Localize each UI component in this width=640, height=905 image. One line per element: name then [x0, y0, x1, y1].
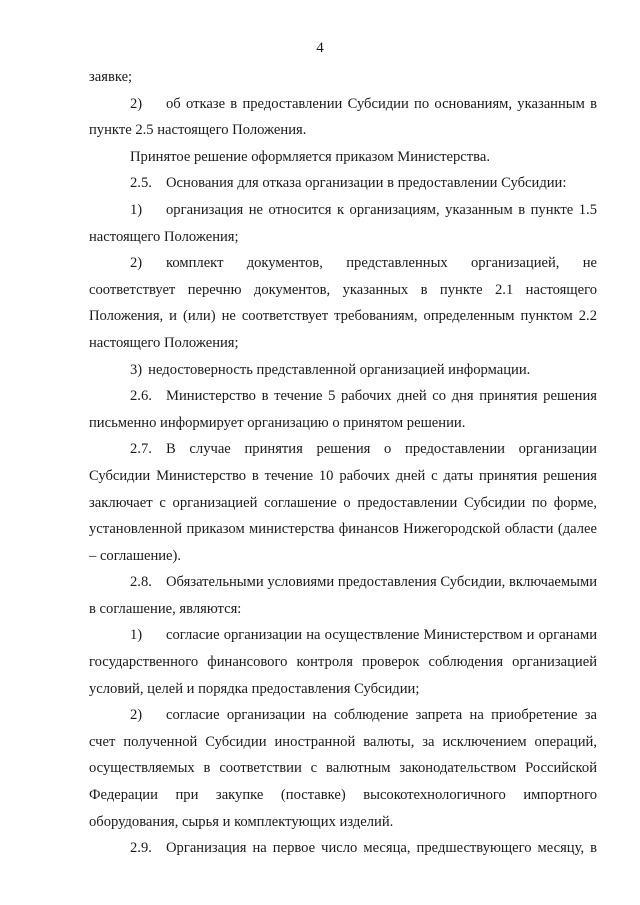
paragraph-text: заявке;	[89, 69, 133, 85]
item-number: 1)	[130, 627, 143, 644]
list-item	[89, 702, 597, 835]
paragraph-text: Организация на первое число месяца, предшествующего месяцу, в	[166, 840, 597, 857]
paragraph-text: комплект документов, представленных организацией, не соответствует перечню документов, указанных в пункте 2.1 настоящего Положения, и (или) не соответствует требованиям, определенным пунктом 2.2 настоящего Положения;	[89, 255, 597, 351]
section-heading	[89, 170, 597, 197]
item-number: 2.5.	[130, 175, 152, 192]
paragraph-text: Обязательными условиями предоставления Субсидии, включаемыми в соглашение, являются:	[89, 574, 597, 617]
item-number: 1)	[130, 201, 143, 218]
paragraph-text: недостоверность представленной организацией информации.	[148, 361, 531, 378]
section-paragraph	[89, 569, 597, 622]
page-number: 4	[316, 40, 324, 56]
paragraph-text: Основания для отказа организации в предоставлении Субсидии:	[166, 175, 567, 192]
paragraph-text: организация не относится к организациям, указанным в пункте 1.5 настоящего Положения;	[89, 201, 597, 245]
list-item	[89, 250, 597, 356]
paragraph	[89, 144, 597, 171]
paragraph-text: Принятое решение оформляется приказом Министерства.	[130, 148, 490, 165]
item-number: 2.7.	[130, 441, 152, 458]
item-number: 2)	[130, 255, 143, 272]
item-number: 2)	[130, 95, 143, 112]
paragraph-text: согласие организации на осуществление Министерством и органами государственного финансового контроля проверок соблюдения организацией условий, целей и порядка предоставления Субсидии;	[89, 627, 597, 697]
list-item	[89, 357, 597, 384]
list-item	[89, 91, 597, 144]
paragraph-text: В случае принятия решения о предоставлении организации Субсидии Министерство в течение 10 рабочих дней с даты принятия решения заключает с организацией соглашение о предоставлении Субсидии по форме, установленной приказом министерства финансов Нижегородской области (далее – соглашение).	[89, 441, 597, 564]
item-number: 2)	[130, 707, 143, 724]
item-number: 2.9.	[130, 840, 152, 857]
paragraph-text: согласие организации на соблюдение запрета на приобретение за счет полученной Субсидии иностранной валюты, за исключением операций, осуществляемых в соответствии с валютным законодательством Российской Федерации при закупке (поставке) высокотехнологичного импортного оборудования, сырья и комплектующих изделий.	[89, 707, 597, 830]
paragraph-continuation	[89, 64, 597, 91]
list-item	[89, 197, 597, 250]
section-paragraph	[89, 835, 597, 862]
item-number: 2.6.	[130, 388, 152, 405]
section-paragraph	[89, 436, 597, 569]
section-paragraph	[89, 383, 597, 436]
document-body	[89, 64, 597, 862]
paragraph-text: об отказе в предоставлении Субсидии по основаниям, указанным в пункте 2.5 настоящего Положения.	[89, 95, 597, 139]
list-item	[89, 622, 597, 702]
item-number: 2.8.	[130, 574, 152, 591]
item-number: 3)	[130, 361, 143, 378]
paragraph-text: Министерство в течение 5 рабочих дней со дня принятия решения письменно информирует организацию о принятом решении.	[89, 388, 597, 431]
